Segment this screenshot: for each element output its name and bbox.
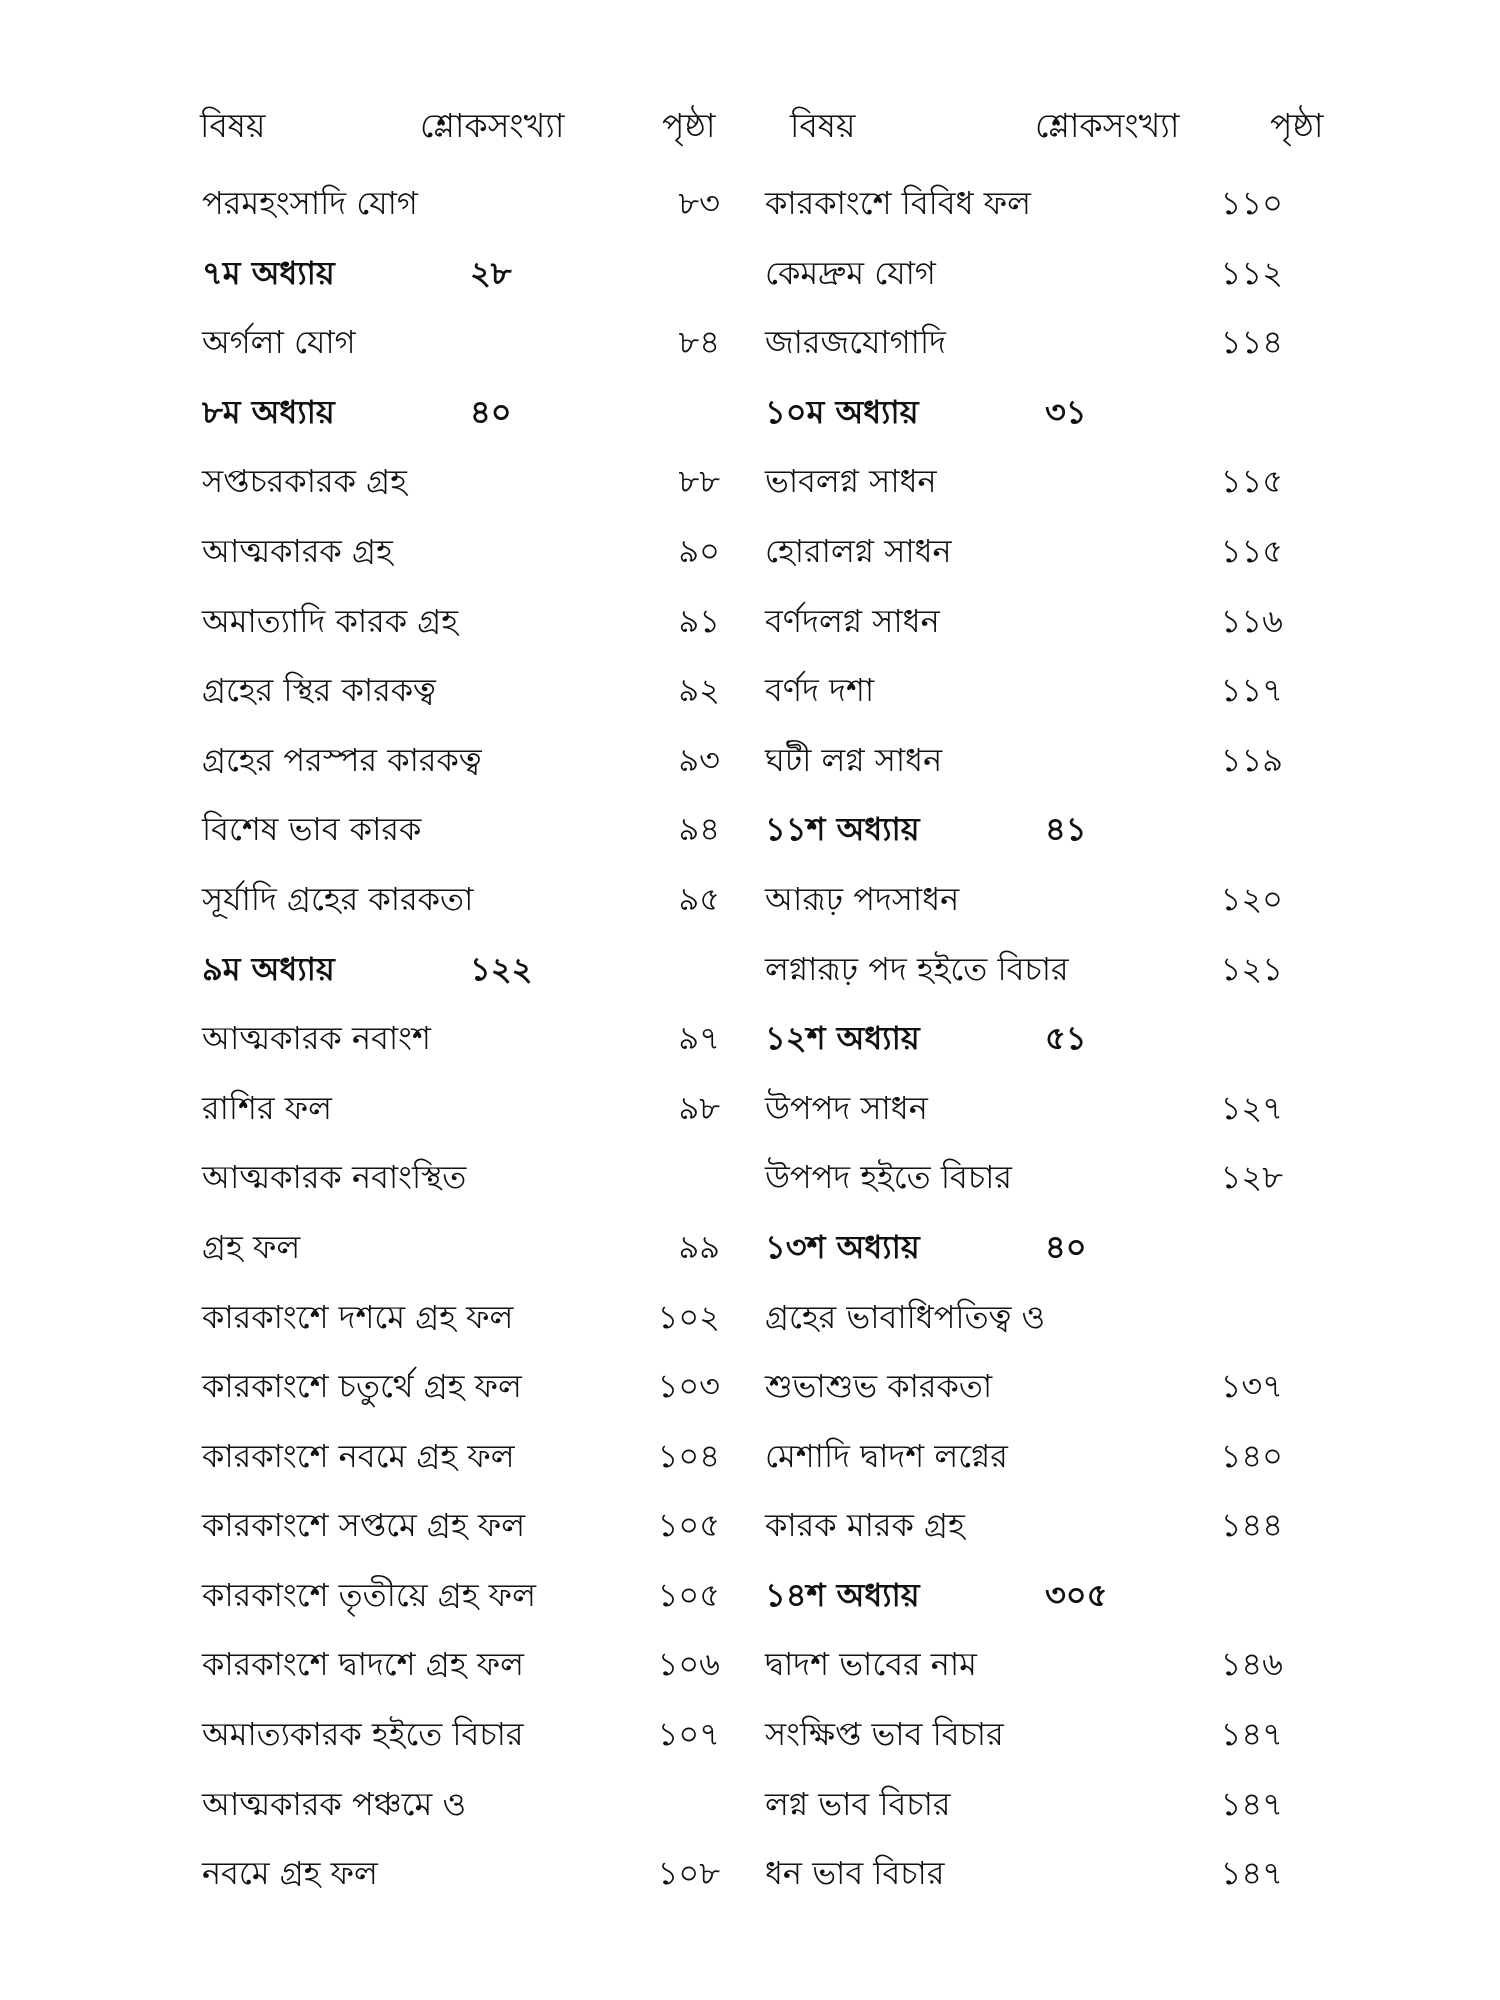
contents-entry-row <box>740 461 1500 531</box>
entry-page-number: ১৪৬ <box>1220 1645 1283 1684</box>
entry-topic: আত্মকারক নবাংস্থিত <box>202 1158 467 1197</box>
entry-topic: গ্রহের স্থির কারকত্ব <box>202 671 436 710</box>
chapter-heading-row <box>740 1018 1500 1088</box>
entry-shloka-count: ২৮ <box>470 253 512 292</box>
contents-entry-row <box>740 1157 1500 1227</box>
entry-page-number: ৯৮ <box>678 1088 720 1127</box>
contents-entry-row <box>0 1366 740 1436</box>
entry-shloka-count: ৪০ <box>1045 1227 1087 1266</box>
entry-topic: দ্বাদশ ভাবের নাম <box>765 1645 977 1684</box>
contents-entry-row <box>0 1644 740 1714</box>
entry-topic: ১২শ অধ্যায় <box>765 1019 920 1058</box>
entry-topic: কারক মারক গ্রহ <box>765 1506 965 1545</box>
contents-entry-row <box>740 1088 1500 1158</box>
contents-entry-row <box>0 461 740 531</box>
contents-entry-row <box>0 1575 740 1645</box>
contents-entry-row <box>740 531 1500 601</box>
entry-topic: সপ্তচরকারক গ্রহ <box>202 462 407 501</box>
entry-page-number: ১৪৭ <box>1220 1784 1283 1823</box>
chapter-heading-row <box>740 392 1500 462</box>
contents-entry-row <box>740 1505 1500 1575</box>
entry-page-number: ১০৮ <box>657 1854 720 1893</box>
entry-topic: বর্ণদ দশা <box>765 671 875 710</box>
chapter-heading-row <box>740 1575 1500 1645</box>
entry-page-number: ৯২ <box>678 671 720 710</box>
entry-topic: কারকাংশে তৃতীয়ে গ্রহ ফল <box>202 1575 536 1614</box>
topic-header: বিষয় <box>200 106 266 145</box>
entry-page-number: ১৪৪ <box>1220 1506 1283 1545</box>
contents-entry-row <box>0 183 740 253</box>
entry-topic: বিশেষ ভাব কারক <box>202 810 422 849</box>
contents-list <box>0 183 740 1923</box>
entry-page-number: ১২৭ <box>1220 1088 1283 1127</box>
entry-topic: ৯ম অধ্যায় <box>202 949 335 988</box>
chapter-heading-row <box>740 1227 1500 1297</box>
contents-entry-row <box>740 183 1500 253</box>
entry-page-number: ১০৫ <box>657 1575 720 1614</box>
entry-page-number: ১২৮ <box>1220 1158 1283 1197</box>
contents-entry-row <box>0 1714 740 1784</box>
contents-entry-row <box>0 740 740 810</box>
entry-page-number: ১৪৭ <box>1220 1715 1283 1754</box>
entry-topic: ভাবলগ্ন সাধন <box>765 462 937 501</box>
entry-page-number: ৯১ <box>678 601 720 640</box>
entry-topic: গ্রহের ভাবাধিপতিত্ব ও <box>765 1297 1046 1336</box>
entry-topic: গ্রহের পরস্পর কারকত্ব <box>202 740 482 779</box>
contents-entry-row <box>0 1297 740 1367</box>
entry-page-number: ৯৭ <box>678 1019 720 1058</box>
entry-shloka-count: ৪০ <box>470 392 512 431</box>
entry-topic: সূর্যাদি গ্রহের কারকতা <box>202 879 474 918</box>
entry-topic: উপপদ হইতে বিচার <box>765 1158 1012 1197</box>
contents-entry-row <box>0 322 740 392</box>
entry-page-number: ১০২ <box>657 1297 720 1336</box>
entry-page-number: ৮৪ <box>678 323 720 362</box>
entry-page-number: ১১৫ <box>1220 531 1283 570</box>
entry-page-number: ১৪৭ <box>1220 1854 1283 1893</box>
entry-page-number: ১২১ <box>1220 949 1283 988</box>
entry-page-number: ৯৯ <box>678 1227 720 1266</box>
entry-page-number: ১১৬ <box>1220 601 1283 640</box>
entry-topic: কারকাংশে সপ্তমে গ্রহ ফল <box>202 1506 526 1545</box>
page-header: পৃষ্ঠা <box>1270 106 1324 145</box>
shloka-count-header: শ্লোকসংখ্যা <box>420 106 565 145</box>
contents-entry-row <box>0 1157 740 1227</box>
entry-page-number: ১১৯ <box>1220 740 1283 779</box>
entry-page-number: ১১০ <box>1220 184 1283 222</box>
contents-entry-row <box>740 670 1500 740</box>
entry-page-number: ৯০ <box>678 531 720 570</box>
contents-entry-row <box>0 879 740 949</box>
entry-page-number: ১০৫ <box>657 1506 720 1545</box>
contents-entry-row <box>740 1784 1500 1854</box>
entry-topic: অমাত্যকারক হইতে বিচার <box>202 1715 524 1754</box>
entry-page-number: ১০৩ <box>657 1367 720 1406</box>
entry-topic: কারকাংশে দ্বাদশে গ্রহ ফল <box>202 1645 524 1684</box>
entry-topic: সংক্ষিপ্ত ভাব বিচার <box>765 1715 1004 1754</box>
entry-topic: হোরালগ্ন সাধন <box>765 531 952 570</box>
column-header <box>0 100 740 150</box>
entry-page-number: ১১২ <box>1220 253 1283 292</box>
contents-entry-row <box>0 1018 740 1088</box>
entry-page-number: ১২০ <box>1220 879 1283 918</box>
entry-page-number: ৯৪ <box>678 810 720 849</box>
entry-topic: ১৪শ অধ্যায় <box>765 1575 920 1614</box>
entry-topic: জারজযোগাদি <box>765 323 946 362</box>
contents-list <box>740 183 1500 1923</box>
entry-topic: আত্মকারক পঞ্চমে ও <box>202 1784 467 1823</box>
entry-topic: ১৩শ অধ্যায় <box>765 1227 920 1266</box>
entry-topic: লগ্নারূঢ় পদ হইতে বিচার <box>765 949 1069 988</box>
entry-topic: ৮ম অধ্যায় <box>202 392 335 431</box>
entry-topic: কারকাংশে দশমে গ্রহ ফল <box>202 1297 514 1336</box>
entry-topic: অর্গলা যোগ <box>202 323 356 362</box>
entry-page-number: ১০৭ <box>657 1715 720 1754</box>
entry-page-number: ১০৬ <box>657 1645 720 1684</box>
entry-topic: আত্মকারক নবাংশ <box>202 1019 431 1058</box>
entry-shloka-count: ১২২ <box>470 949 533 988</box>
contents-entry-row <box>0 670 740 740</box>
contents-entry-row <box>740 253 1500 323</box>
contents-entry-row <box>740 1436 1500 1506</box>
entry-topic: ১১শ অধ্যায় <box>765 810 920 849</box>
chapter-heading-row <box>0 949 740 1019</box>
entry-page-number: ৮৩ <box>678 184 720 222</box>
entry-topic: উপপদ সাধন <box>765 1088 928 1127</box>
entry-topic: ১০ম অধ্যায় <box>765 392 919 431</box>
entry-page-number: ৯৫ <box>678 879 720 918</box>
entry-shloka-count: ৩০৫ <box>1045 1575 1108 1614</box>
entry-page-number: ১১৪ <box>1220 323 1283 362</box>
contents-entry-row <box>740 949 1500 1019</box>
entry-topic: ৭ম অধ্যায় <box>202 253 335 292</box>
shloka-count-header: শ্লোকসংখ্যা <box>1035 106 1180 145</box>
topic-header: বিষয় <box>790 106 856 145</box>
contents-entry-row <box>0 1436 740 1506</box>
entry-topic: ধন ভাব বিচার <box>765 1854 945 1893</box>
contents-entry-row <box>0 1088 740 1158</box>
contents-entry-row <box>0 1227 740 1297</box>
chapter-heading-row <box>0 392 740 462</box>
contents-entry-row <box>0 1505 740 1575</box>
contents-entry-row <box>0 1784 740 1854</box>
entry-page-number: ১১৭ <box>1220 671 1283 710</box>
entry-topic: অমাত্যাদি কারক গ্রহ <box>202 601 459 640</box>
entry-topic: মেশাদি দ্বাদশ লগ্নের <box>765 1436 1008 1475</box>
contents-entry-row <box>740 1714 1500 1784</box>
entry-topic: কারকাংশে বিবিধ ফল <box>765 184 1031 222</box>
chapter-heading-row <box>0 253 740 323</box>
entry-topic: আরূঢ় পদসাধন <box>765 879 960 918</box>
entry-topic: গ্রহ ফল <box>202 1227 301 1266</box>
contents-entry-row <box>740 601 1500 671</box>
contents-entry-row <box>0 1853 740 1923</box>
contents-entry-row <box>0 601 740 671</box>
contents-entry-row <box>740 879 1500 949</box>
entry-topic: রাশির ফল <box>202 1088 332 1127</box>
entry-shloka-count: ৩১ <box>1045 392 1087 431</box>
entry-topic: কেমদ্রুম যোগ <box>765 253 936 292</box>
entry-topic: কারকাংশে নবমে গ্রহ ফল <box>202 1436 515 1475</box>
contents-entry-row <box>740 1644 1500 1714</box>
entry-topic: শুভাশুভ কারকতা <box>765 1367 993 1406</box>
contents-entry-row <box>0 531 740 601</box>
entry-shloka-count: ৪১ <box>1045 810 1087 849</box>
page-header: পৃষ্ঠা <box>662 106 716 145</box>
contents-entry-row <box>0 809 740 879</box>
entry-page-number: ১০৪ <box>657 1436 720 1475</box>
entry-topic: কারকাংশে চতুর্থে গ্রহ ফল <box>202 1367 522 1406</box>
entry-topic: ঘটী লগ্ন সাধন <box>765 740 943 779</box>
entry-topic: পরমহংসাদি যোগ <box>202 184 418 222</box>
chapter-heading-row <box>740 809 1500 879</box>
entry-page-number: ১৪০ <box>1220 1436 1283 1475</box>
entry-page-number: ৮৮ <box>678 462 720 501</box>
entry-shloka-count: ৫১ <box>1045 1019 1087 1058</box>
contents-entry-row <box>740 1853 1500 1923</box>
contents-entry-row <box>740 1297 1500 1367</box>
contents-entry-row <box>740 322 1500 392</box>
entry-page-number: ১৩৭ <box>1220 1367 1283 1406</box>
contents-entry-row <box>740 1366 1500 1436</box>
entry-page-number: ১১৫ <box>1220 462 1283 501</box>
column-header <box>740 100 1500 150</box>
entry-topic: লগ্ন ভাব বিচার <box>765 1784 951 1823</box>
entry-page-number: ৯৩ <box>678 740 720 779</box>
contents-entry-row <box>740 740 1500 810</box>
entry-topic: নবমে গ্রহ ফল <box>202 1854 378 1893</box>
entry-topic: আত্মকারক গ্রহ <box>202 531 393 570</box>
entry-topic: বর্ণদলগ্ন সাধন <box>765 601 940 640</box>
